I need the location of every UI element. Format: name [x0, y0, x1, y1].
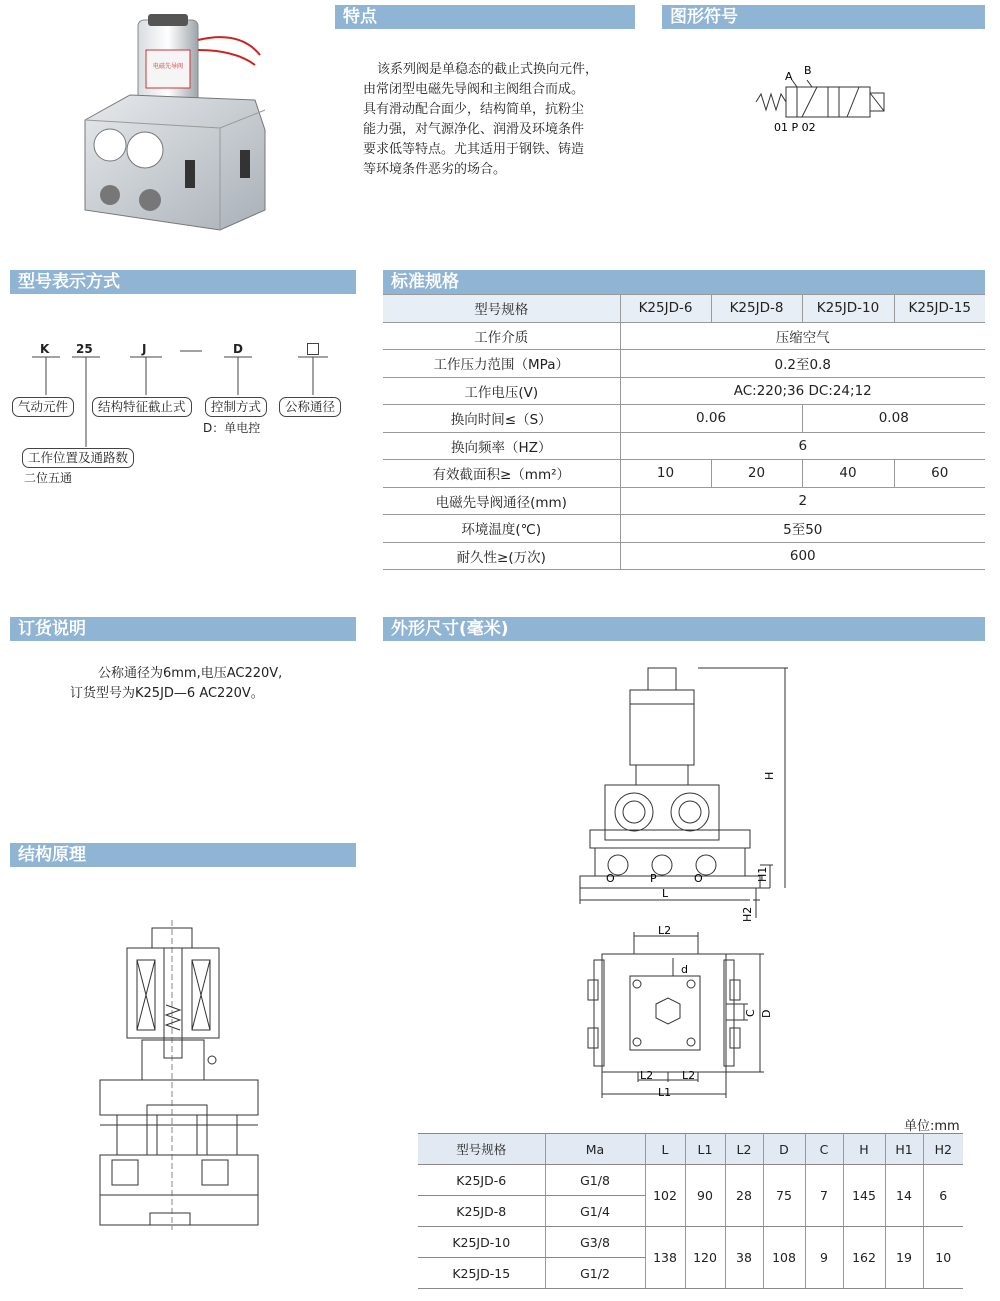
section-header-structure: 结构原理	[10, 843, 356, 867]
dim-value: 90	[685, 1165, 725, 1227]
spec-row-label: 工作电压(V)	[383, 377, 620, 405]
model-note-d: D：单电控	[203, 421, 261, 435]
spec-row-value: 6	[620, 432, 985, 460]
spec-header-model: K25JD-6	[620, 295, 711, 323]
dim-header: D	[763, 1134, 805, 1165]
dim-ma: G3/8	[545, 1227, 645, 1258]
features-line: 该系列阀是单稳态的截止式换向元件，	[377, 62, 599, 77]
dim-header: C	[805, 1134, 843, 1165]
model-note-25: 二位五通	[24, 471, 73, 485]
dim-value: 6	[923, 1165, 963, 1227]
dim-label-H1: H1	[756, 866, 769, 882]
dim-label-L2-bottom: L2	[682, 1069, 696, 1082]
features-line: 要求低等特点。尤其适用于钢铁、铸造	[363, 142, 585, 157]
model-code-j: J	[142, 342, 147, 356]
dimension-table	[418, 1133, 963, 1289]
features-line: 由常闭型电磁先导阀和主阀组合而成。	[363, 82, 585, 97]
dim-model: K25JD-10	[418, 1227, 545, 1258]
section-header-dims: 外形尺寸(毫米)	[383, 617, 985, 641]
model-desc-d: 控制方式	[205, 397, 267, 417]
dim-value: 145	[843, 1165, 885, 1227]
spec-header-model: K25JD-10	[802, 295, 894, 323]
order-line: 订货型号为K25JD—6 AC220V。	[70, 686, 264, 701]
dim-model: K25JD-8	[418, 1196, 545, 1227]
spec-row-label: 工作介质	[383, 322, 620, 350]
dim-label-L2-bottom: L2	[640, 1069, 654, 1082]
spec-row-value: 0.08	[802, 405, 985, 433]
spec-row-label: 有效截面积≥（mm²）	[383, 460, 620, 488]
model-code-d: D	[233, 342, 243, 356]
dim-label-H: H	[763, 771, 776, 780]
dim-ma: G1/4	[545, 1196, 645, 1227]
dim-header: 型号规格	[418, 1134, 545, 1165]
section-header-symbol: 图形符号	[662, 5, 985, 29]
spec-header-label: 型号规格	[383, 295, 620, 323]
symbol-port-bottom: 01 P 02	[774, 121, 816, 134]
dim-value: 19	[885, 1227, 923, 1289]
dim-value: 7	[805, 1165, 843, 1227]
section-header-model: 型号表示方式	[10, 270, 356, 294]
dim-value: 108	[763, 1227, 805, 1289]
valve-symbol	[752, 62, 892, 142]
model-code-25: 25	[76, 342, 93, 356]
product-photo	[70, 10, 270, 240]
spec-header-model: K25JD-8	[711, 295, 802, 323]
dim-header: H1	[885, 1134, 923, 1165]
dim-label-d: d	[681, 963, 688, 976]
dim-value: 120	[685, 1227, 725, 1289]
spec-row-value: 0.06	[620, 405, 802, 433]
dim-value: 138	[645, 1227, 685, 1289]
dim-header: L1	[685, 1134, 725, 1165]
dim-value: 14	[885, 1165, 923, 1227]
model-desc-j: 结构特征截止式	[92, 397, 192, 417]
order-text	[70, 664, 282, 704]
spec-row-value: 60	[894, 460, 985, 488]
spec-row-label: 工作压力范围（MPa）	[383, 350, 620, 378]
spec-row-value: 压缩空气	[620, 322, 985, 350]
product-label-text: 电磁先导阀	[152, 63, 184, 70]
spec-row-value: 0.2至0.8	[620, 350, 985, 378]
spec-table	[383, 294, 985, 570]
model-desc-size: 公称通径	[279, 397, 341, 417]
dim-label-L: L	[662, 887, 669, 900]
dim-value: 10	[923, 1227, 963, 1289]
spec-row-value: 5至50	[620, 515, 985, 543]
dim-ma: G1/2	[545, 1258, 645, 1289]
spec-row-label: 环境温度(℃)	[383, 515, 620, 543]
unit-label: 单位:mm	[904, 1119, 960, 1134]
spec-row-value: 40	[802, 460, 894, 488]
features-line: 具有滑动配合面少，结构简单，抗粉尘	[363, 102, 585, 117]
model-code-k: K	[40, 342, 50, 356]
dim-model: K25JD-6	[418, 1165, 545, 1196]
section-header-order: 订货说明	[10, 617, 356, 641]
dim-ma: G1/8	[545, 1165, 645, 1196]
dim-header: L	[645, 1134, 685, 1165]
spec-header-model: K25JD-15	[894, 295, 985, 323]
spec-row-label: 电磁先导阀通径(mm)	[383, 487, 620, 515]
model-desc-k: 气动元件	[12, 397, 74, 417]
model-code-size-box	[307, 343, 319, 355]
section-header-spec: 标准规格	[383, 270, 985, 294]
model-desc-25: 工作位置及通路数	[22, 448, 134, 468]
dim-value: 28	[725, 1165, 763, 1227]
spec-row-value: 10	[620, 460, 711, 488]
port-label-P: P	[650, 872, 657, 885]
spec-row-value: AC:220;36 DC:24;12	[620, 377, 985, 405]
dim-label-C: C	[744, 1009, 757, 1017]
symbol-port-b: B	[804, 64, 812, 77]
dim-header: L2	[725, 1134, 763, 1165]
spec-row-label: 换向频率（HZ）	[383, 432, 620, 460]
dim-label-L2-top: L2	[658, 924, 672, 937]
port-label-O: O	[694, 872, 703, 885]
dim-value: 9	[805, 1227, 843, 1289]
features-line: 等环境条件恶劣的场合。	[363, 162, 507, 177]
dim-model: K25JD-15	[418, 1258, 545, 1289]
section-header-features: 特点	[335, 5, 635, 29]
features-line: 能力强，对气源净化、润滑及环境条件	[363, 122, 585, 137]
structure-drawing	[92, 920, 262, 1230]
dim-value: 102	[645, 1165, 685, 1227]
spec-row-label: 耐久性≥(万次)	[383, 542, 620, 570]
spec-row-value: 20	[711, 460, 802, 488]
symbol-port-a: A	[785, 70, 793, 83]
features-text	[363, 60, 623, 180]
dim-label-L1: L1	[658, 1086, 672, 1099]
dim-value: 162	[843, 1227, 885, 1289]
dim-header: H2	[923, 1134, 963, 1165]
front-view-drawing	[570, 660, 790, 925]
dim-value: 75	[763, 1165, 805, 1227]
spec-row-label: 换向时间≤（S）	[383, 405, 620, 433]
spec-row-value: 2	[620, 487, 985, 515]
dim-value: 38	[725, 1227, 763, 1289]
order-line: 公称通径为6mm,电压AC220V,	[98, 666, 283, 681]
dim-header: H	[843, 1134, 885, 1165]
spec-row-value: 600	[620, 542, 985, 570]
dim-label-H2: H2	[741, 906, 754, 922]
dim-label-D: D	[760, 1009, 773, 1018]
port-label-O: O	[606, 872, 615, 885]
dim-header: Ma	[545, 1134, 645, 1165]
top-view-drawing	[578, 924, 778, 1104]
